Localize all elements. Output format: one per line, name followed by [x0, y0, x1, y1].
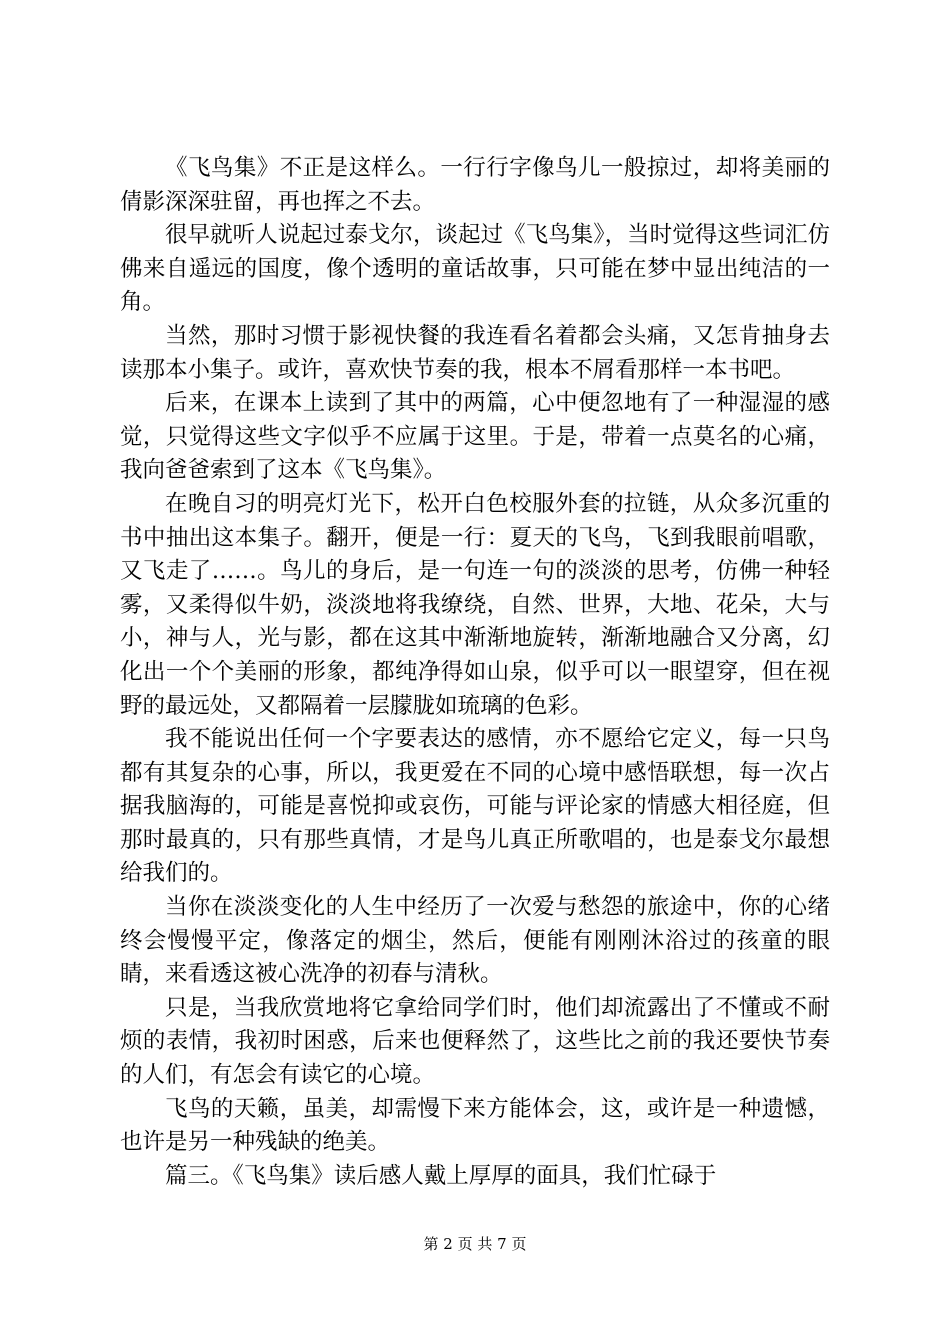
- page-number-label: 第 2 页 共 7 页: [423, 1235, 527, 1253]
- paragraph: 当然，那时习惯于影视快餐的我连看名着都会头痛，又怎肯抽身去读那本小集子。或许，喜欢快节奏的我，根本不屑看那样一本书吧。: [120, 322, 830, 383]
- paragraph: 《飞鸟集》不正是这样么。一行行字像鸟儿一般掠过，却将美丽的倩影深深驻留，再也挥之不去。: [120, 155, 830, 215]
- paragraph: 只是，当我欣赏地将它拿给同学们时，他们却流露出了不懂或不耐烦的表情，我初时困惑，后来也便释然了，这些比之前的我还要快节奏的人们，有怎会有读它的心境。: [120, 994, 830, 1089]
- paragraph: 当你在淡淡变化的人生中经历了一次爱与愁怨的旅途中，你的心绪终会慢慢平定，像落定的烟尘，然后，便能有刚刚沐浴过的孩童的眼睛，来看透这被心洗净的初春与清秋。: [120, 894, 830, 988]
- paragraph: 飞鸟的天籁，虽美，却需慢下来方能体会，这，或许是一种遗憾，也许是另一种残缺的绝美。: [120, 1095, 830, 1156]
- paragraph: 很早就听人说起过泰戈尔，谈起过《飞鸟集》，当时觉得这些词汇仿佛来自遥远的国度，像个透明的童话故事，只可能在梦中显出纯洁的一角。: [120, 222, 830, 316]
- page-footer: [0, 1234, 950, 1254]
- paragraph: 在晚自习的明亮灯光下，松开白色校服外套的拉链，从众多沉重的书中抽出这本集子。翻开，便是一行：夏天的飞鸟，飞到我眼前唱歌，又飞走了……。鸟儿的身后，是一句连一句的淡淡的思考，仿佛一种轻雾，又柔得似牛奶，淡淡地将我缭绕，自然、世界，大地、花朵，大与小，神与人，光与影，都在这其中渐渐地旋转，渐渐地融合又分离，幻化出一个个美丽的形象，都纯净得如山泉，似乎可以一眼望穿，但在视野的最远处，又都隔着一层朦胧如琉璃的色彩。: [120, 490, 830, 719]
- body-text: [120, 152, 830, 1193]
- paragraph: 我不能说出任何一个字要表达的感情，亦不愿给它定义，每一只鸟都有其复杂的心事，所以，我更爱在不同的心境中感悟联想，每一次占据我脑海的，可能是喜悦抑或哀伤，可能与评论家的情感大相径庭，但那时最真的，只有那些真情，才是鸟儿真正所歌唱的，也是泰戈尔最想给我们的。: [120, 726, 830, 887]
- paragraph: 后来，在课本上读到了其中的两篇，心中便忽地有了一种湿湿的感觉，只觉得这些文字似乎不应属于这里。于是，带着一点莫名的心痛，我向爸爸索到了这本《飞鸟集》。: [120, 390, 830, 484]
- paragraph: 篇三。《飞鸟集》读后感人戴上厚厚的面具，我们忙碌于: [165, 1162, 717, 1189]
